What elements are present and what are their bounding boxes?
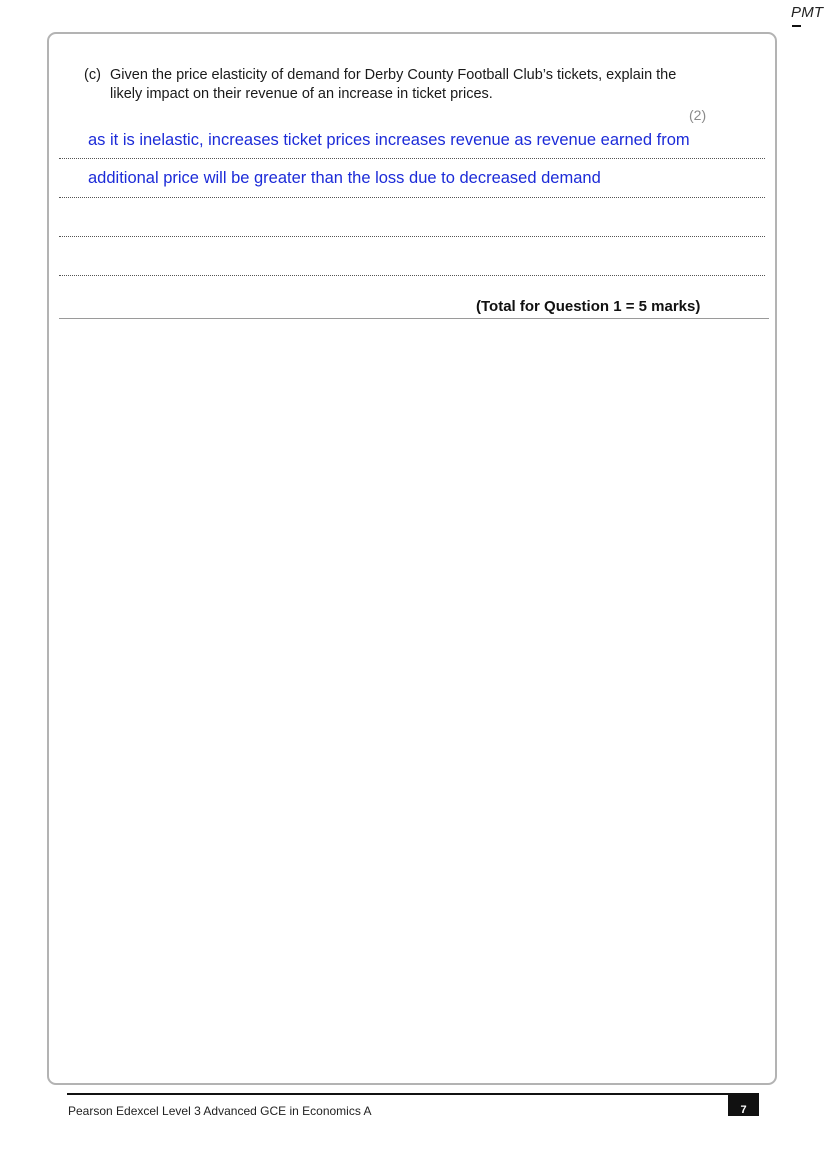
footer-qualification: Pearson Edexcel Level 3 Advanced GCE in Economics A [68, 1104, 372, 1116]
question-label: (c) [84, 67, 101, 83]
question-total-marks: (Total for Question 1 = 5 marks) [476, 298, 701, 315]
footer-divider [67, 1093, 759, 1095]
question-text: Given the price elasticity of demand for Derby County Football Club’s tickets, explain the likely impact on their revenue of an increase in ticket prices. [110, 67, 677, 102]
marks-available: (2) [689, 107, 707, 123]
page-number-box [728, 1094, 759, 1116]
page-number: 7 [740, 1104, 747, 1116]
pmt-logo-underline [792, 25, 801, 27]
answer-line-4 [59, 275, 765, 276]
answer-line-2-text: additional price will be greater than the loss due to decreased demand [88, 169, 601, 187]
total-divider [59, 318, 769, 319]
pmt-logo: PMT [791, 4, 824, 21]
answer-line-1 [59, 158, 765, 159]
answer-line-3 [59, 236, 765, 237]
answer-frame [47, 32, 777, 1085]
answer-line-2 [59, 197, 765, 198]
answer-line-1-text: as it is inelastic, increases ticket prices increases revenue as revenue earned from [88, 131, 690, 149]
